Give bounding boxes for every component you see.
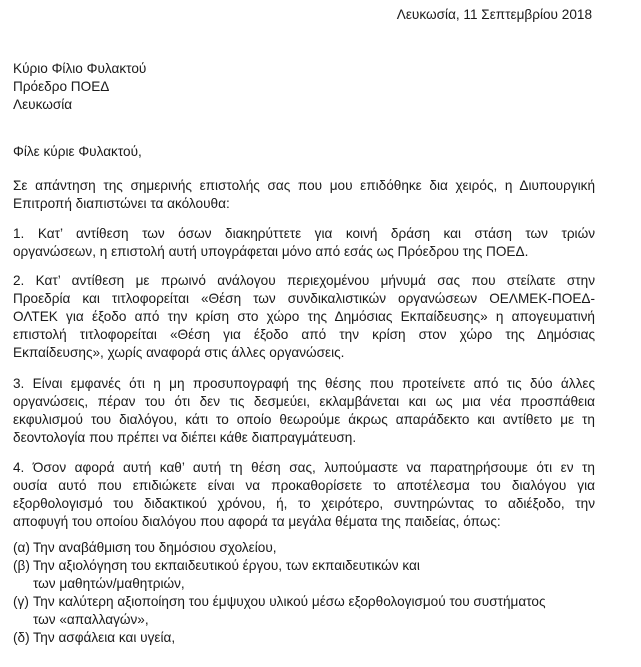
list-item-text (33, 557, 613, 593)
paragraph-intro (13, 177, 595, 213)
paragraph-line: Σε απάντηση της σημερινής επιστολής σας που μου επιδόθηκε δια χειρός, η Διυπουργική (13, 178, 595, 193)
list-item-text (33, 539, 613, 557)
paragraph-3 (13, 375, 595, 447)
paragraph-line: οργανώσεις, πέραν του ότι δεν τις δεσμεύει, εκλαμβάνεται και ως μια νέα προσπάθεια (13, 394, 595, 409)
paragraph-line: ουσία αυτό που επιδιώκετε είναι να προκαθορίσετε το αποτέλεσμα του διαλόγου για (13, 478, 595, 493)
list-item-line: των «απαλλαγών», (33, 612, 149, 627)
paragraph-line: 3. Είναι εμφανές ότι η μη προσυπογραφή της θέσης που προτείνετε από τις δύο άλλες (13, 376, 595, 391)
letter-date: Λευκωσία, 11 Σεπτεμβρίου 2018 (396, 7, 592, 22)
list-marker: (β) (13, 558, 30, 573)
list-item (13, 629, 613, 647)
list-item-line: Την ασφάλεια και υγεία, (33, 630, 176, 645)
paragraph-line: οργανώσεων, η επιστολή αυτή υπογράφεται μόνο από εσάς ως Πρόεδρου της ΠΟΕΔ. (13, 244, 529, 259)
paragraph-line: εξορθολογισμό του διδακτικού χρόνου, ή, το χειρότερο, συντηρώντας το αδιέξοδο, την (13, 496, 595, 511)
paragraph-line: ΟΛΤΕΚ για έξοδο από την κρίση στο χώρο της Δημόσιας Εκπαίδευσης» η απογευματινή (13, 309, 595, 324)
list-marker: (α) (13, 540, 30, 555)
recipient-block (13, 60, 146, 114)
paragraph-line: 1. Κατ’ αντίθεση των όσων διακηρύττετε για κοινή δράση και στάση των τριών (13, 226, 595, 241)
paragraph-line: επιστολή τιτλοφορείται «Θέση για έξοδο από την κρίση στον χώρο της Δημόσιας (13, 327, 595, 342)
list-item (13, 593, 613, 629)
list-item (13, 539, 613, 557)
recipient-city: Λευκωσία (13, 97, 73, 112)
list-item-line: Την αναβάθμιση του δημόσιου σχολείου, (33, 540, 277, 555)
paragraph-1 (13, 225, 595, 261)
list-item-text (33, 593, 613, 629)
list-item-line: Την αξιολόγηση του εκπαιδευτικού έργου, των εκπαιδευτικών και (33, 558, 420, 573)
paragraph-line: Εκπαίδευσης», χωρίς αναφορά στις άλλες οργανώσεις. (13, 345, 345, 360)
list-item (13, 557, 613, 593)
paragraph-2 (13, 272, 595, 362)
paragraph-line: Προεδρία και τιτλοφορείται «Θέση των συνδικαλιστικών οργανώσεων ΟΕΛΜΕΚ-ΠΟΕΔ- (13, 291, 595, 306)
list-marker: (γ) (13, 594, 29, 609)
salutation: Φίλε κύριε Φυλακτού, (13, 144, 142, 159)
list-item-line: των μαθητών/μαθητριών, (33, 576, 185, 591)
paragraph-line: δεοντολογία που πρέπει να διέπει κάθε διαπραγμάτευση. (13, 430, 357, 445)
paragraph-line: Επιτροπή διαπιστώνει τα ακόλουθα: (13, 196, 230, 211)
paragraph-line: 2. Κατ’ αντίθεση με πρωινό ανάλογου περιεχομένου μήνυμά σας που στείλατε στην (13, 273, 595, 288)
list-marker: (δ) (13, 630, 30, 645)
paragraph-4 (13, 459, 595, 531)
paragraph-line: 4. Όσον αφορά αυτή καθ’ αυτή τη θέση σας, λυπούμαστε να παρατηρήσουμε ότι εν τη (13, 460, 595, 475)
recipient-name: Κύριο Φίλιο Φυλακτού (13, 61, 147, 76)
list-item-text (33, 629, 613, 647)
topics-list (13, 539, 613, 647)
recipient-title: Πρόεδρο ΠΟΕΔ (13, 79, 110, 94)
list-item-line: Την καλύτερη αξιοποίηση του έμψυχου υλικού μέσω εξορθολογισμού του συστήματος (33, 594, 546, 609)
paragraph-line: αποφυγή του οποίου διαλόγου που αφορά τα μεγάλα θέματα της παιδείας, όπως: (13, 514, 501, 529)
paragraph-line: εκφυλισμού του διαλόγου, κάτι το οποίο θεωρούμε άκρως απαράδεκτο και αντίθετο με τη (13, 412, 595, 427)
